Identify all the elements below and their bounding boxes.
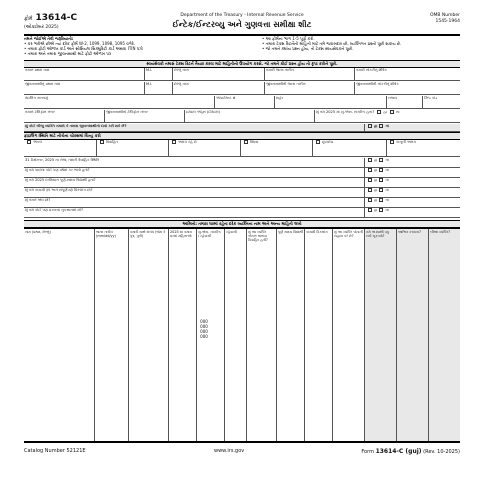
filing-option	[168, 140, 240, 156]
checkbox[interactable]	[172, 140, 176, 144]
filing-option	[386, 140, 460, 156]
instruction-item: • કર ભરીએ છીએ ત્યાં દરેક ફોર્મ W-2, 1099, 1098, 1095 વગેરે.	[24, 41, 135, 46]
dep-col-name	[24, 229, 94, 441]
dep-col-dependent-taxpayer	[396, 229, 428, 441]
yes-label: હા	[383, 110, 387, 114]
checkbox[interactable]	[379, 178, 383, 182]
table-row[interactable]: 000	[200, 329, 208, 334]
instruction-item: • આ ફોર્મના ભાગ 1-5 પૂર્ણ કરો.	[262, 36, 315, 41]
footer-form-id	[361, 448, 460, 455]
city-field[interactable]: શહેર	[274, 96, 386, 108]
filing-option-label: એકલ	[33, 140, 43, 144]
email-field[interactable]: ઇમેઇલ એડ્રેસ (ઈમેઇલ)	[184, 110, 314, 122]
checkbox[interactable]	[368, 198, 372, 202]
yes-label: હા	[374, 158, 378, 162]
filing-option	[96, 140, 168, 156]
yes-label: હા	[374, 178, 378, 182]
table-row[interactable]: 000	[200, 334, 208, 339]
checkbox[interactable]	[368, 188, 372, 192]
yes-label: હા	[374, 168, 378, 172]
yes-no-group	[364, 208, 460, 217]
checkbox[interactable]	[368, 168, 372, 172]
column-header: કાયમી વિકલાંગ	[306, 230, 328, 234]
form-number	[24, 13, 77, 23]
column-header: 2025 માં તમારા ઘરમાં મહિનાઓ	[170, 230, 193, 238]
dep-col-half-cost	[364, 229, 396, 441]
no-label: ના	[385, 124, 389, 128]
checkbox[interactable]	[379, 168, 383, 172]
catalog-number: Catalog Number 52121E	[24, 448, 86, 454]
spouse-last-name-field[interactable]: છેલ્લું નામ	[172, 82, 264, 94]
filing-option-label: અલગ રહે છે	[178, 140, 197, 144]
question-label: શું કોઈ બીજુ વ્યક્તિ તમારો કે તમારા જીવનસાથીનો દાવો કરી શકે છે?	[25, 124, 127, 128]
column-header: તમારી સાથે સંબંધ (જેમ કે પુત્ર, પુત્રી)	[130, 230, 166, 238]
yes-no-group	[364, 198, 460, 207]
checkbox[interactable]	[368, 208, 372, 212]
department-label: Department of the Treasury - Internal Revenue Service	[180, 13, 304, 18]
table-row[interactable]: 000	[200, 319, 208, 324]
checkbox[interactable]	[244, 140, 248, 144]
checkbox[interactable]	[379, 208, 383, 212]
row-contact	[24, 110, 460, 123]
job-title-field[interactable]: તમારી નોકરીનું શીર્ષક	[354, 68, 460, 80]
dependent-rows	[164, 319, 244, 339]
question-row	[24, 178, 460, 188]
middle-initial-field[interactable]: M.I.	[144, 68, 172, 80]
column-header: તમે અડધાથી વધુ ખર્ચ ચૂકવ્યો?	[366, 230, 389, 238]
filing-option	[312, 140, 386, 156]
filing-option-label: કાનૂની અલગ	[396, 140, 417, 144]
filing-option-label: વિધવા	[250, 140, 259, 144]
checkbox[interactable]	[368, 178, 372, 182]
phone-field[interactable]: તમારો ટેલિફોન નંબર	[25, 110, 56, 114]
filing-option-label: છૂટાછેડા	[322, 140, 334, 144]
checkbox[interactable]	[368, 158, 372, 162]
instruction-item: • જો તમને ક્યાંય પ્રશ્ન હોય, તો ટેક્સ સ્વયંસેવકને પૂછો.	[262, 46, 354, 51]
no-label: ના	[385, 208, 389, 212]
no-label: ના	[385, 158, 389, 162]
checkbox[interactable]	[390, 140, 394, 144]
question-label: શું તમે કોઈ પણ પ્રકારના નુકસાનમાં છો?	[25, 208, 84, 212]
question-row	[24, 158, 460, 168]
last-name-field[interactable]: છેલ્લું નામ	[172, 68, 264, 80]
form-revision: (ઓક્ટોબર 2025)	[24, 25, 59, 30]
omb-label: OMB Number	[429, 13, 460, 18]
dep-col-relation	[128, 229, 168, 441]
checkbox[interactable]	[390, 110, 394, 114]
checkbox[interactable]	[379, 158, 383, 162]
checkbox[interactable]	[100, 140, 104, 144]
citizen-question-label: શું તમે 2025 માં યુ.એસ. નાગરિક હતા?	[316, 110, 375, 114]
spouse-first-name-field[interactable]: જીવનસાથીનું પ્રથમ નામ	[25, 82, 61, 86]
footer-form-number: 13614-C (guj)	[375, 448, 422, 455]
filing-option-label: વિવાહિત	[106, 140, 118, 144]
column-header: બીજા વ્યક્તિ?	[430, 230, 450, 234]
spouse-job-title-field[interactable]: જીવનસાથીની નોકરીનું શીર્ષક	[354, 82, 460, 94]
instructions	[24, 36, 460, 58]
omb-number: 1545-1964	[435, 19, 460, 24]
yes-no-group	[364, 178, 460, 187]
filing-option	[240, 140, 312, 156]
filing-option	[24, 140, 96, 156]
column-header: રહેવાસી	[226, 230, 237, 234]
question-label: શું તમે પાછલા કોઈ પણ વર્ષમાં કર ભર્યો હતો?	[25, 168, 90, 172]
question-label: શું તમને અંધ છો?	[25, 198, 51, 202]
footer-revision: (Rev. 10-2025)	[423, 449, 460, 455]
citizen-question	[314, 110, 460, 122]
checkbox[interactable]	[368, 124, 372, 128]
first-name-field[interactable]: તમારું પ્રથમ નામ	[25, 68, 50, 72]
birthdate-field[interactable]: તમારી જન્મ તારીખ	[264, 68, 354, 80]
form-frame	[24, 12, 460, 455]
yes-label: હા	[374, 208, 378, 212]
column-header: શું આ વ્યક્તિ પોતાની સહાય કરે છે?	[334, 230, 364, 238]
spouse-birthdate-field[interactable]: જીવનસાથીની જન્મ તારીખ	[264, 82, 354, 94]
form-prefix: ફોર્મ	[24, 16, 33, 22]
no-label: ના	[395, 110, 400, 114]
no-label: ના	[385, 178, 389, 182]
row-taxpayer-name	[24, 68, 460, 81]
instructions-right	[262, 36, 460, 51]
question-row	[24, 198, 460, 208]
checkbox[interactable]	[379, 124, 383, 128]
irs-website[interactable]: www.irs.gov	[214, 448, 245, 454]
question-label: શું તમે કાયમી રૂપે અને સંપૂર્ણપણે વિકલાંગ છો?	[25, 188, 93, 192]
question-label: શું તમે 2025 દરમિયાન પૂર્ણ-સમય વિદ્યાર્થી હતા?	[25, 178, 96, 182]
question-row	[24, 188, 460, 198]
dep-col-disabled	[304, 229, 332, 441]
section-bar-personal: સ્વયંસેવકો તમારું ટેક્સ રિટર્ન તૈયાર કરવા માટે માહિતીનો ઉપયોગ કરશે. જો તમને કોઈ પ્રશ્ન હોય તો કૃપા કરીને પૂછો.	[24, 60, 460, 68]
apartment-field[interactable]: એપાર્ટમેન્ટ #	[214, 96, 274, 108]
yes-label: હા	[374, 124, 378, 128]
dep-col-marital	[246, 229, 276, 441]
no-label: ના	[385, 198, 389, 202]
question-row	[24, 168, 460, 178]
form-number-value: 13614-C	[35, 13, 78, 23]
row-address	[24, 96, 460, 109]
state-field[interactable]: રાજ્ય	[386, 96, 422, 108]
dep-col-other	[428, 229, 460, 441]
column-header: આશ્રિત કરદાતા?	[398, 230, 421, 234]
question-row	[24, 208, 460, 218]
checkbox[interactable]	[379, 188, 383, 192]
checkbox[interactable]	[316, 140, 320, 144]
omb-block	[430, 13, 460, 25]
instructions-heading: તમને જોઈએ તેવી જરૂરિયાતો:	[24, 36, 74, 41]
spouse-mi-field[interactable]: M.I.	[144, 82, 172, 94]
yes-no-group	[364, 168, 460, 177]
dep-col-student	[276, 229, 304, 441]
column-header: પૂર્ણ સમય વિદ્યાર્થી	[278, 230, 303, 234]
question-row	[24, 124, 460, 132]
instruction-item: • તમારા ફોટો ઓળખ કાર્ડ અને સોશિયલ સિક્યુરિટી કાર્ડ અથવા ITIN પત્રો	[24, 46, 143, 51]
no-label: ના	[385, 168, 389, 172]
table-row[interactable]: 000	[200, 324, 208, 329]
instructions-left	[24, 36, 224, 56]
column-header: નામ (પ્રથમ, છેલ્લું)	[25, 230, 51, 234]
footer-form-label: Form	[361, 449, 374, 455]
zip-field[interactable]: ઝિપ કોડ	[422, 96, 460, 108]
question-label: 31 ડિસેમ્બર, 2025 ના રોજ, તમારી વૈવાહિક સ્થિતિ	[25, 158, 100, 162]
dep-col-dob	[94, 229, 128, 441]
dep-col-self-support	[332, 229, 364, 441]
address-field[interactable]: મેઇલિંગ સરનામું	[25, 96, 49, 100]
checkbox[interactable]	[377, 110, 381, 114]
instruction-item: • તમારા અને તમારા જીવનસાથી માટે ફોટો ઓળખ પત્ર	[24, 51, 112, 56]
filing-status-row	[24, 140, 460, 157]
checkbox[interactable]	[379, 198, 383, 202]
yes-no-group	[364, 124, 460, 131]
no-label: ના	[385, 188, 389, 192]
spouse-phone-field[interactable]: જીવનસાથીનો ટેલિફોન નંબર	[104, 110, 184, 122]
dependents-bar: આશ્રિતો: તમારા ઘરમાં રહેતા દરેક વ્યક્તિના નામ અને અન્ય માહિતી લખો	[24, 220, 460, 228]
column-header: શું આ વ્યક્તિ એકલ અથવા વિવાહિત હતી?	[248, 230, 268, 242]
form-header	[24, 12, 460, 36]
yes-no-group	[364, 188, 460, 197]
filing-status-bar: ફાઇલિંગ સ્થિતિ માટે નીચેના ચોરસમાં ચિન્હ કરો	[24, 132, 460, 140]
column-header: યુ.એસ. નાગરિક / રહેવાસી	[198, 230, 222, 238]
form-title: ઈન્ટેક/ઈન્ટરવ્યુ અને ગુણવત્તા સમીક્ષા શીટ	[172, 20, 312, 29]
column-header: જન્મ તારીખ (mm/dd/yy)	[96, 230, 116, 238]
dependents-table	[24, 228, 460, 443]
instruction-item: • તમારા ટેક્સ રિટર્નની માહિતી માટે તમે જવાબદાર છો, વ્યક્તિગત પ્રશ્નો પૂછી શકાય છે.	[262, 41, 402, 46]
checkbox[interactable]	[27, 140, 31, 144]
yes-label: હા	[374, 188, 378, 192]
yes-no-group	[364, 158, 460, 167]
row-spouse-name	[24, 82, 460, 95]
yes-label: હા	[374, 198, 378, 202]
